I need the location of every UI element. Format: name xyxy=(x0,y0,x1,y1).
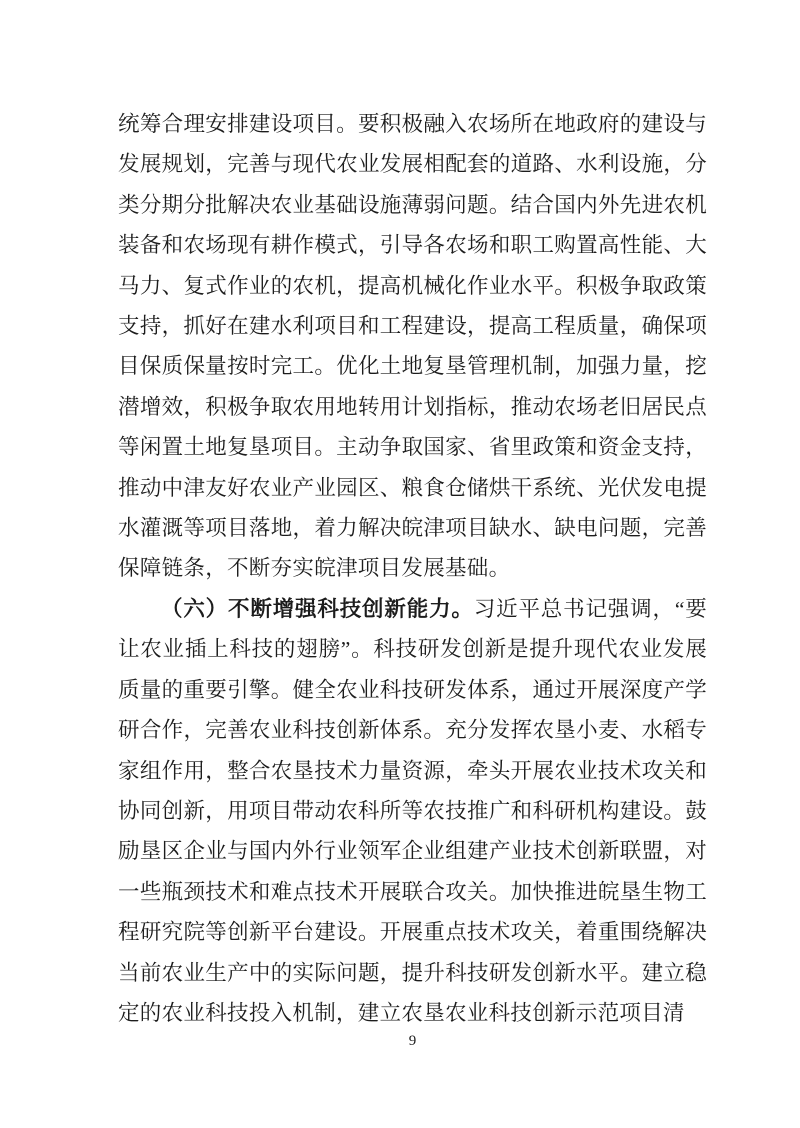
section-heading: （六）不断增强科技创新能力。 xyxy=(161,596,474,621)
paragraph-text: 习近平总书记强调，“要让农业插上科技的翅膀”。科技研发创新是提升现代农业发展质量的重要引擎。健全农业科技研发体系，通过开展深度产学研合作，完善农业科技创新体系。充分发挥农垦小麦、水稻专家组作用，整合农垦技术力量资源，牵头开展农业技术攻关和协同创新，用项目带动农科所等农技推广和科研机构建设。鼓励垦区企业与国内外行业领军企业组建产业技术创新联盟，对一些瓶颈技术和难点技术开展联合攻关。加快推进皖垦生物工程研究院等创新平台建设。开展重点技术攻关，着重围绕解决当前农业生产中的实际问题，提升科技研发创新水平。建立稳定的农业科技投入机制，建立农垦农业科技创新示范项目清 xyxy=(118,596,708,1025)
paragraph-continuation xyxy=(118,104,707,589)
paragraph-text: 统筹合理安排建设项目。要积极融入农场所在地政府的建设与发展规划，完善与现代农业发展相配套的道路、水利设施，分类分期分批解决农业基础设施薄弱问题。结合国内外先进农机装备和农场现有耕作模式，引导各农场和职工购置高性能、大马力、复式作业的农机，提高机械化作业水平。积极争取政策支持，抓好在建水利项目和工程建设，提高工程质量，确保项目保质保量按时完工。优化土地复垦管理机制，加强力量，挖潜增效，积极争取农用地转用计划指标，推动农场老旧居民点等闲置土地复垦项目。主动争取国家、省里政策和资金支持，推动中津友好农业产业园区、粮食仓储烘干系统、光伏发电提水灌溉等项目落地，着力解决皖津项目缺水、缺电问题，完善保障链条，不断夯实皖津项目发展基础。 xyxy=(118,112,707,581)
document-body xyxy=(118,104,707,1033)
page-number: 9 xyxy=(408,1033,417,1049)
paragraph-section-6 xyxy=(118,589,707,1033)
